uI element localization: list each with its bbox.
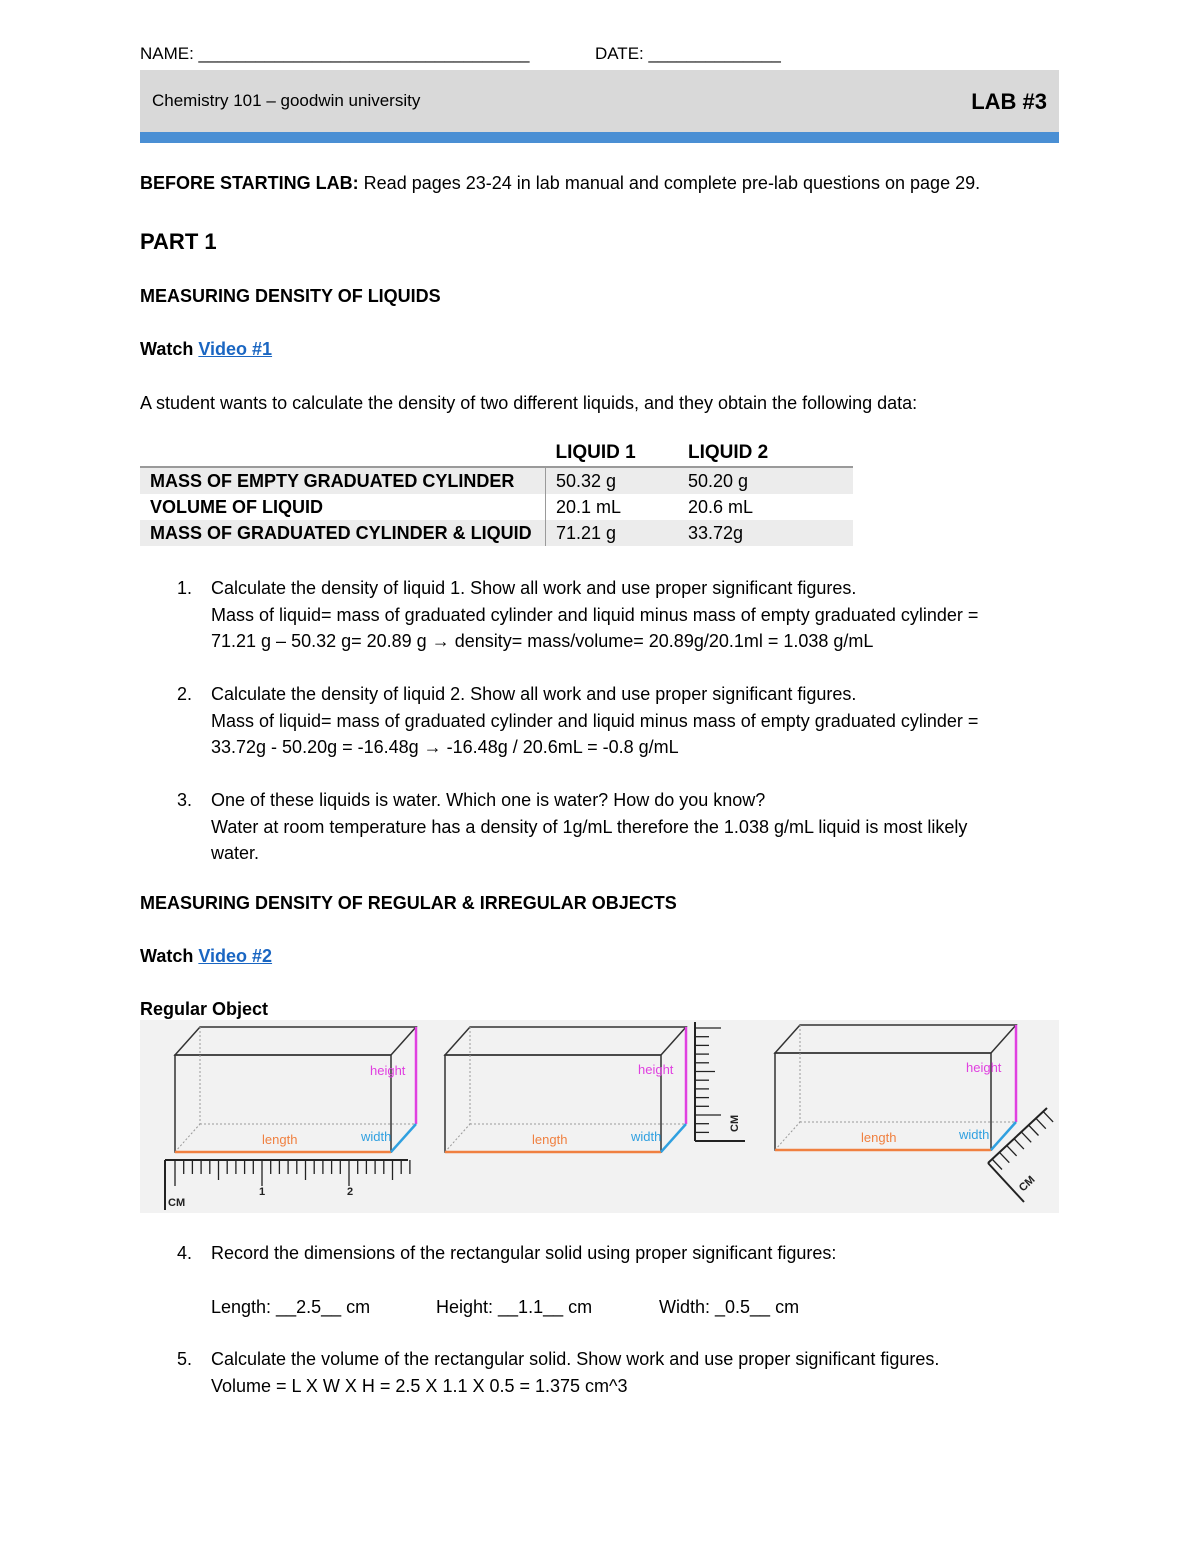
ruler-tick (1036, 1118, 1046, 1129)
box-height-view (445, 1022, 745, 1152)
watch-label: Watch (140, 946, 194, 966)
question-3 (211, 787, 967, 867)
question-2 (211, 681, 978, 761)
answer-line: 33.72g - 50.20g = -16.48g → -16.48g / 20.6mL = -0.8 g/mL (211, 737, 679, 757)
section-heading-objects: MEASURING DENSITY OF REGULAR & IRREGULAR OBJECTS (140, 893, 677, 913)
width-edge (661, 1124, 686, 1152)
video-1-link[interactable]: Video #1 (198, 339, 273, 359)
question-text: Calculate the density of liquid 1. Show all work and use proper significant figures. (211, 578, 857, 598)
table-row (140, 467, 853, 494)
ruler-tick (1029, 1125, 1039, 1136)
width-label: width (959, 1127, 990, 1142)
row-label: MASS OF GRADUATED CYLINDER & LIQUID (140, 520, 546, 546)
cell-liquid-1: 50.32 g (546, 467, 679, 494)
tick-label: 2 (347, 1186, 354, 1198)
cm-label: CM (729, 1114, 741, 1132)
measurement-diagram (140, 1020, 1059, 1213)
width-label: width (631, 1129, 662, 1144)
ruler-tick (1021, 1132, 1031, 1143)
section-heading-liquids: MEASURING DENSITY OF LIQUIDS (140, 286, 441, 306)
header-liquid-1: LIQUID 1 (546, 440, 679, 467)
header-liquid-2: LIQUID 2 (678, 440, 853, 467)
box-width-view (775, 1025, 1053, 1202)
ruler-horizontal (165, 1160, 410, 1210)
answer-line: 71.21 g – 50.32 g= 20.89 g → density= mass/volume= 20.89g/20.1ml = 1.038 g/mL (211, 631, 874, 651)
width-edge (391, 1124, 416, 1152)
answer-line: Volume = L X W X H = 2.5 X 1.1 X 0.5 = 1.375 cm^3 (211, 1375, 628, 1396)
watch-label: Watch (140, 339, 194, 359)
width-edge (991, 1122, 1016, 1150)
width-answer[interactable]: Width: _0.5__ cm (659, 1297, 800, 1317)
ruler-tick (999, 1152, 1009, 1163)
ruler-tick (1014, 1139, 1024, 1150)
cm-label: CM (168, 1197, 186, 1209)
length-label: length (262, 1132, 298, 1147)
question-number: 3. (177, 790, 193, 810)
ruler-tick (1007, 1145, 1017, 1156)
length-label: length (861, 1130, 897, 1145)
width-label: width (361, 1129, 392, 1144)
ruler-tick (1043, 1111, 1053, 1122)
row-label: MASS OF EMPTY GRADUATED CYLINDER (140, 467, 546, 494)
height-label: height (370, 1063, 406, 1078)
question-1 (211, 575, 978, 655)
header-line (140, 44, 781, 64)
cell-liquid-2: 20.6 mL (688, 496, 754, 517)
question-number: 5. (177, 1349, 193, 1369)
question-number: 2. (177, 684, 193, 704)
answer-line: Water at room temperature has a density of 1g/mL therefore the 1.038 g/mL liquid is most likely (211, 816, 968, 837)
watch-video-1 (140, 339, 272, 360)
question-5 (211, 1346, 939, 1399)
part-title: PART 1 (140, 229, 217, 254)
video-2-link[interactable]: Video #2 (198, 946, 273, 966)
box-length-view (165, 1027, 416, 1210)
cell-liquid-1: 71.21 g (546, 520, 679, 546)
cell-liquid-2: 50.20 g (678, 467, 853, 494)
name-field[interactable]: NAME: ___________________________________ (140, 44, 530, 63)
intro-text: A student wants to calculate the density of two different liquids, and they obtain the following data: (140, 393, 918, 413)
answer-line: Mass of liquid= mass of graduated cylinder and liquid minus mass of empty graduated cylinder = (211, 604, 979, 625)
answer-line: Mass of liquid= mass of graduated cylinder and liquid minus mass of empty graduated cylinder = (211, 710, 979, 731)
length-answer[interactable]: Length: __2.5__ cm (211, 1297, 371, 1317)
question-4: Record the dimensions of the rectangular solid using proper significant figures: (211, 1243, 837, 1263)
answer-line: water. (211, 843, 260, 863)
lab-number: LAB #3 (971, 89, 1047, 114)
length-label: length (532, 1132, 568, 1147)
height-label: height (638, 1062, 674, 1077)
date-field[interactable]: DATE: ______________ (594, 44, 781, 63)
cell-liquid-1: 20.1 mL (546, 494, 679, 520)
ruler-vertical (695, 1022, 745, 1141)
rectangular-solid-figure (140, 1020, 1059, 1213)
liquid-data-table (140, 440, 853, 546)
table-row (140, 520, 853, 546)
cell-liquid-2: 33.72g (678, 520, 853, 546)
table-header-row (140, 440, 853, 467)
question-number: 1. (177, 578, 193, 598)
table-row (140, 494, 853, 520)
height-label: height (966, 1060, 1002, 1075)
course-banner (140, 70, 1059, 143)
question-text: One of these liquids is water. Which one is water? How do you know? (211, 790, 766, 810)
row-label: VOLUME OF LIQUID (150, 496, 323, 517)
watch-video-2 (140, 946, 272, 967)
question-text: Calculate the density of liquid 2. Show all work and use proper significant figures. (211, 684, 857, 704)
question-number: 4. (177, 1243, 193, 1263)
before-starting (140, 173, 980, 194)
tick-label: 1 (259, 1186, 266, 1198)
regular-object-heading: Regular Object (140, 999, 269, 1019)
question-text: Calculate the volume of the rectangular solid. Show work and use proper significant figures. (211, 1349, 940, 1369)
cm-label: CM (1016, 1173, 1038, 1195)
course-title: Chemistry 101 – goodwin university (152, 91, 421, 110)
before-label: BEFORE STARTING LAB: (140, 173, 359, 193)
before-text: Read pages 23-24 in lab manual and complete pre-lab questions on page 29. (363, 173, 981, 193)
height-answer[interactable]: Height: __1.1__ cm (436, 1297, 593, 1317)
